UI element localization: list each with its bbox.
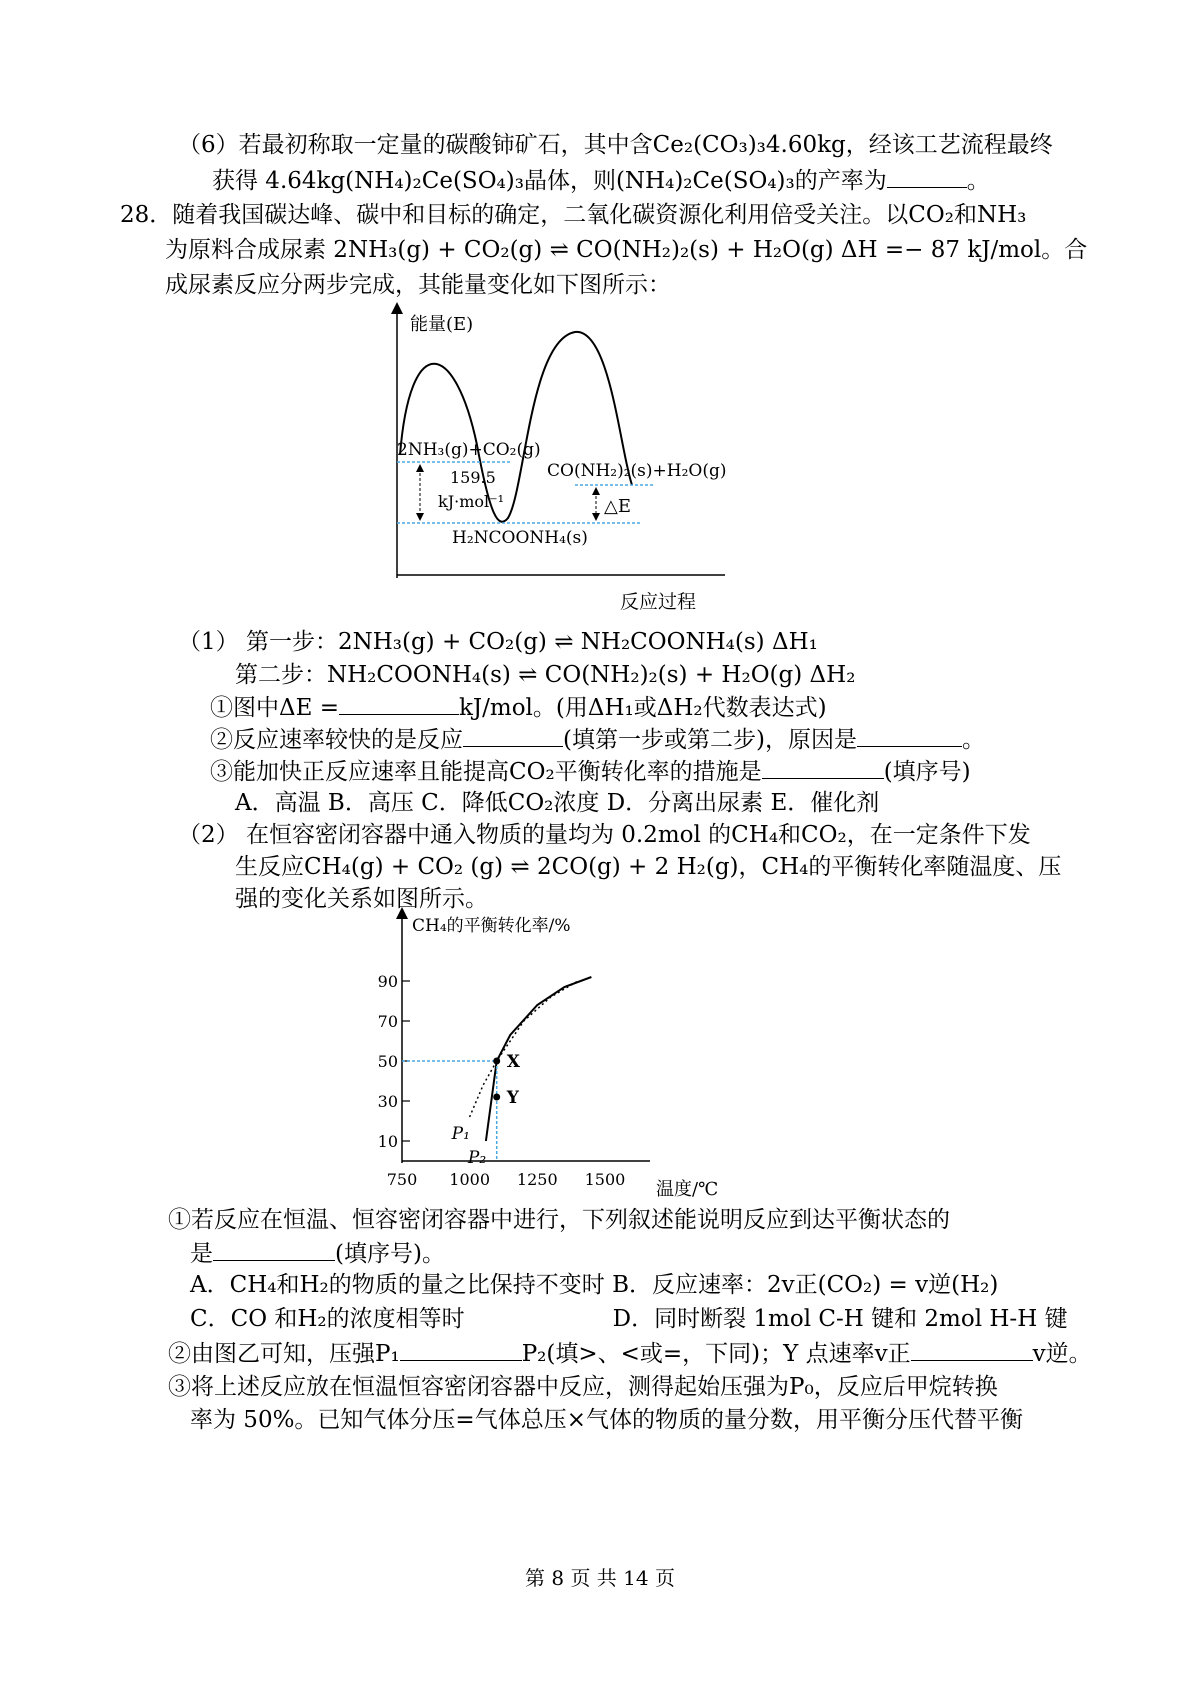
options-line: A．高温 B．高压 C．降低CO₂浓度 D．分离出尿素 E．催化剂: [235, 790, 880, 816]
series-line-1: [470, 981, 578, 1117]
gap-value: 159.5: [450, 468, 496, 487]
text-line: ①图中ΔE = kJ/mol。(用ΔH₁或ΔH₂代数表达式): [210, 692, 827, 723]
option-line: C．CO 和H₂的浓度相等时 D．同时断裂 1mol C-H 键和 2mol H-H 键: [190, 1306, 1068, 1332]
x-tick-label: 750: [386, 1170, 418, 1189]
text-line: 率为 50%。已知气体分压=气体总压×气体的物质的量分数，用平衡分压代替平衡: [190, 1407, 1023, 1433]
reactant-label: 2NH₃(g)+CO₂(g): [397, 440, 541, 460]
series-label: P₂: [467, 1148, 487, 1168]
text-line: ②由图乙可知，压强P₁ P₂(填>、<或=，下同)；Y 点速率v正 v逆。: [168, 1338, 1092, 1369]
chart-x-label: 温度/℃: [656, 1179, 719, 1200]
text-line: 获得 4.64kg(NH₄)₂Ce(SO₄)₃晶体，则(NH₄)₂Ce(SO₄)₃的产率为 。: [212, 165, 990, 196]
option-line: A．CH₄和H₂的物质的量之比保持不变时 B．反应速率：2v正(CO₂) = v逆(H₂): [190, 1272, 999, 1298]
x-tick-label: 1000: [449, 1170, 491, 1189]
text-line: （6）若最初称取一定量的碳酸铈矿石，其中含Ce₂(CO₃)₃4.60kg，经该工艺流程最终: [178, 132, 1053, 158]
y-tick-label: 70: [377, 1012, 398, 1031]
text-line: 为原料合成尿素 2NH₃(g) + CO₂(g) ⇌ CO(NH₂)₂(s) + H₂O(g) ΔH =− 87 kJ/mol。合: [165, 237, 1088, 263]
product-label: CO(NH₂)₂(s)+H₂O(g): [547, 461, 727, 481]
x-axis-label: 反应过程: [620, 591, 697, 613]
text-line: 是 (填序号)。: [190, 1238, 445, 1269]
text-line: （1） 第一步：2NH₃(g) + CO₂(g) ⇌ NH₂COONH₄(s) ΔH₁: [178, 629, 818, 655]
y-tick-label: 50: [377, 1052, 398, 1071]
delta-e-label: △E: [604, 496, 631, 517]
text-line: 强的变化关系如图所示。: [235, 886, 488, 912]
chart-y-label: CH₄的平衡转化率/%: [412, 916, 571, 936]
text-line: 成尿素反应分两步完成，其能量变化如下图所示：: [165, 272, 671, 298]
data-point: [493, 1094, 500, 1101]
text-line: 生反应CH₄(g) + CO₂ (g) ⇌ 2CO(g) + 2 H₂(g)，CH₄的平衡转化率随温度、压: [235, 854, 1062, 880]
energy-diagram: [370, 300, 750, 620]
series-line-2: [486, 977, 592, 1141]
y-tick-label: 10: [377, 1132, 398, 1151]
data-point: [493, 1058, 500, 1065]
x-tick-label: 1250: [516, 1170, 558, 1189]
intermediate-label: H₂NCOONH₄(s): [452, 528, 588, 548]
series-label: P₁: [451, 1124, 470, 1144]
page-footer: 第 8 页 共 14 页: [525, 1566, 675, 1590]
x-tick-label: 1500: [584, 1170, 626, 1189]
text-line: ①若反应在恒温、恒容密闭容器中进行，下列叙述能说明反应到达平衡状态的: [168, 1207, 950, 1233]
text-line: ③能加快正反应速率且能提高CO₂平衡转化率的措施是 (填序号): [210, 756, 971, 787]
point-label: X: [506, 1052, 520, 1072]
point-label: Y: [506, 1088, 519, 1108]
text-line: 第二步：NH₂COONH₄(s) ⇌ CO(NH₂)₂(s) + H₂O(g) ΔH₂: [235, 662, 856, 688]
question-28-stem: 28．随着我国碳达峰、碳中和目标的确定，二氧化碳资源化利用倍受关注。以CO₂和NH₃: [120, 202, 1027, 228]
text-line: ③将上述反应放在恒温恒容密闭容器中反应，测得起始压强为P₀，反应后甲烷转换: [168, 1374, 998, 1400]
text-line: ②反应速率较快的是反应 (填第一步或第二步)，原因是 。: [210, 724, 985, 755]
y-axis-label: 能量(E): [410, 314, 474, 335]
conversion-chart: [370, 905, 750, 1205]
y-tick-label: 90: [377, 972, 398, 991]
gap-unit: kJ·mol⁻¹: [438, 492, 504, 511]
text-line: （2） 在恒容密闭容器中通入物质的量均为 0.2mol 的CH₄和CO₂，在一定条件下发: [178, 822, 1031, 848]
y-tick-label: 30: [377, 1092, 398, 1111]
